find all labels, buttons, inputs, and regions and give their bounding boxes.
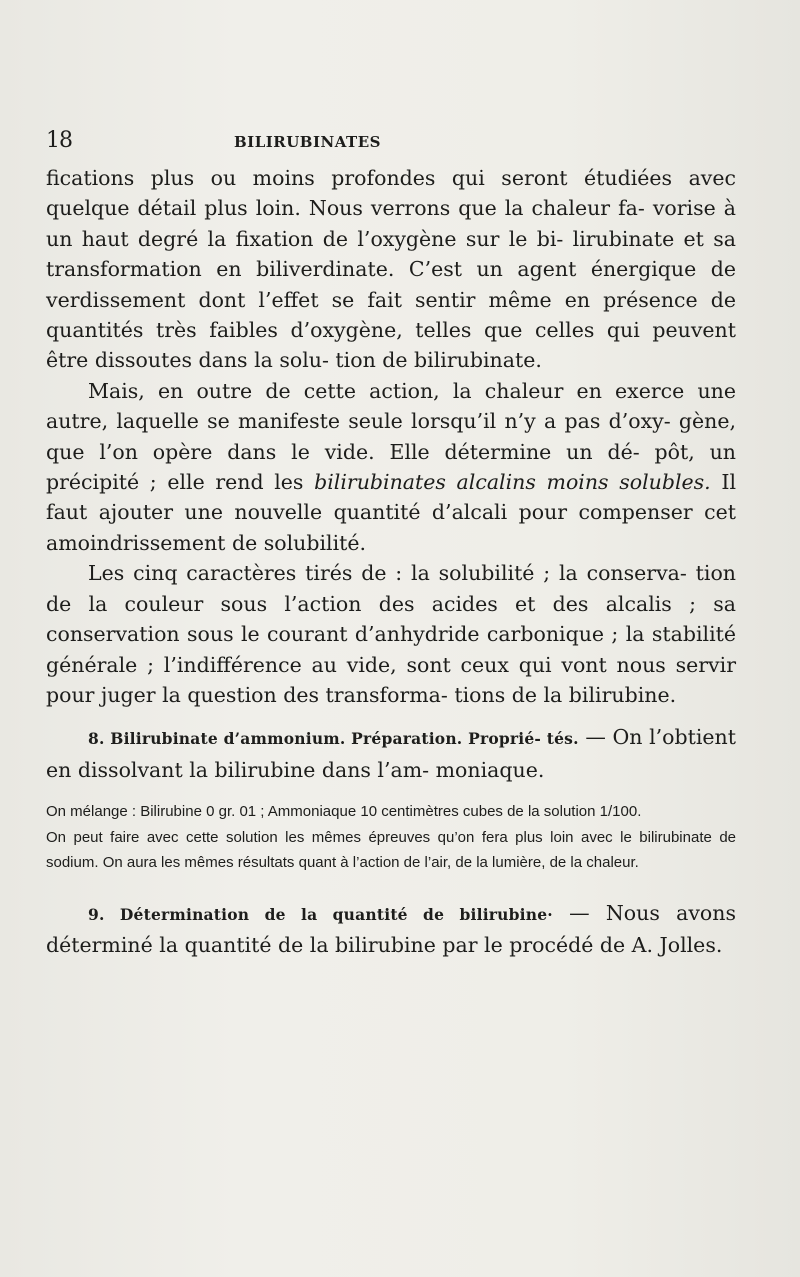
note-2: On peut faire avec cette solution les mêmes épreuves qu’on fera plus loin avec le bilirubinate de sodium. On aura les mêmes résultats quant à l’action de l’air, de la lumière, de la chaleur. [46,828,736,872]
section-9-text: — Nous avons déterminé la quantité de la bilirubine par le procédé de A. Jolles. [46,900,736,958]
page-body [46,163,736,960]
paragraph-1: fications plus ou moins profondes qui seront étudiées avec quelque détail plus loin. Nous verrons que la chaleur fa- vorise à un haut degré la fixation de l’oxygène sur le bi- lirubinate et sa transformation en biliverdinate. C’est un agent énergique de verdissement dont l’effet se fait sentir même en présence de quantités très faibles d’oxygène, telles que celles qui peuvent être dissoutes dans la solu- tion de bilirubinate. [46,166,736,373]
page-number: 18 [46,128,72,153]
running-title: BILIRUBINATES [234,133,381,151]
paragraph-2-text-b: Il faut ajouter une nouvelle quantité d’alcali pour compenser cet amoindrissement de solubilité. [46,470,736,555]
paragraph-2-text-a: Mais, en outre de cette action, la chaleur en exerce une autre, laquelle se manifeste seule lorsqu’il n’y a pas d’oxy- gène, que l’on opère dans le vide. Elle détermine un dé- pôt, un précipité ; elle rend les [46,378,736,495]
section-9-heading: 9. Détermination de la quantité de bilirubine· [88,904,553,924]
note-block [46,799,736,876]
paragraph-3: Les cinq caractères tirés de : la solubilité ; la conserva- tion de la couleur sous l’action des acides et des alcalis ; sa conservation sous le courant d’anhydride carbonique ; la stabilité générale ; l’indifférence au vide, sont ceux qui vont nous servir pour juger la question des transforma- tions de la bilirubine. [46,561,736,707]
section-9 [46,898,736,961]
paragraph-2 [46,376,736,558]
page-header [46,128,736,156]
paragraph-2-emphasis: bilirubinates alcalins moins solubles. [314,470,711,495]
section-8-heading: 8. Bilirubinate d’ammonium. Préparation. Proprié- tés. [88,729,579,749]
note-1: On mélange : Bilirubine 0 gr. 01 ; Ammoniaque 10 centimètres cubes de la solution 1/100. [46,803,642,821]
section-8-text: — On l’obtient en dissolvant la bilirubine dans l’am- moniaque. [46,725,736,782]
section-8 [46,722,736,785]
